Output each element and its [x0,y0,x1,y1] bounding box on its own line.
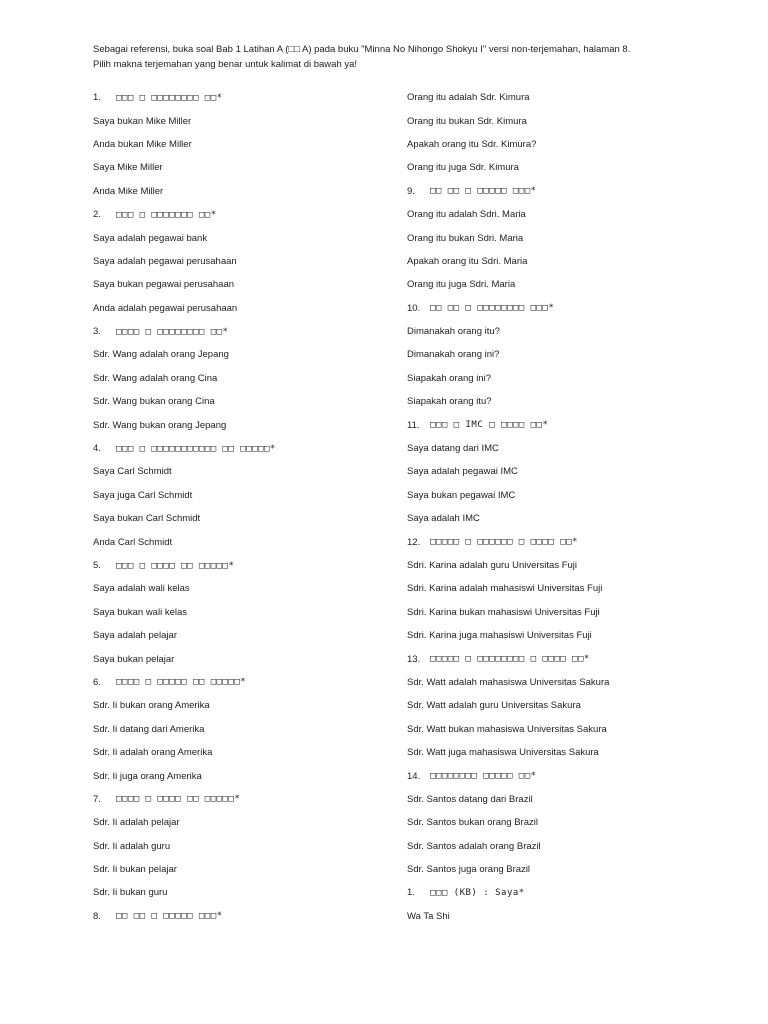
answer-option-label: Saya Mike Miller [93,162,163,174]
answer-option[interactable] [93,297,393,320]
answer-option[interactable] [93,577,393,600]
answer-option[interactable] [407,694,727,717]
answer-option[interactable] [93,741,393,764]
answer-option-label: Saya adalah pegawai bank [93,232,208,244]
answer-option[interactable] [407,273,727,296]
answer-option-label: Orang itu bukan Sdri. Maria [407,232,524,244]
answer-option[interactable] [93,835,393,858]
answer-option-label: Sdr. Wang adalah orang Jepang [93,349,229,361]
answer-option[interactable] [407,577,727,600]
answer-option-label: Saya adalah pegawai perusahaan [93,255,237,267]
answer-option-label: Saya datang dari IMC [407,443,499,455]
answer-option-label: Sdri. Karina adalah guru Universitas Fuji [407,560,578,571]
answer-option-label: Apakah orang itu Sdr. Kimura? [407,138,537,150]
question-row [407,647,727,670]
answer-option[interactable] [93,343,393,366]
question-number: 14. [407,770,421,782]
answer-option-label: Saya adalah pelajar [93,630,177,642]
question-number: 2. [93,209,101,221]
question-text: □□□ □ IMC □ □□□□ □□* [430,420,549,431]
answer-option[interactable] [407,811,727,834]
intro-text [93,42,713,72]
question-number: 7. [93,793,101,805]
answer-option-label: Saya bukan pegawai perusahaan [93,279,235,291]
answer-option-label: Sdr. Ii adalah pelajar [93,817,180,829]
answer-option-label: Wa Ta Shi [407,910,450,922]
question-row [93,554,393,577]
answer-option-label: Saya adalah IMC [407,513,480,525]
question-text: □□□□□ □ □□□□□□□□ □ □□□□ □□* [430,654,590,665]
answer-option[interactable] [93,460,393,483]
answer-option-label: Anda adalah pegawai perusahaan [93,302,238,314]
answer-option-label: Sdr. Ii bukan pelajar [93,864,177,876]
question-text: □□□ (KB) : Saya* [430,887,525,898]
question-number: 8. [93,910,101,922]
answer-option[interactable] [407,226,727,249]
answer-option-label: Dimanakah orang ini? [407,349,500,361]
answer-option-label: Apakah orang itu Sdri. Maria [407,255,528,267]
question-row [93,905,393,928]
left-column [93,86,393,928]
right-column [407,86,727,928]
answer-option-label: Sdr. Watt adalah mahasiswa Universitas Sakura [407,676,610,688]
answer-option-label: Saya bukan pelajar [93,653,175,665]
answer-option-label: Sdr. Watt juga mahasiswa Universitas Sakura [407,747,599,759]
question-row [407,180,727,203]
answer-option-label: Sdr. Wang bukan orang Jepang [93,419,227,431]
answer-option-label: Saya bukan Mike Miller [93,115,192,127]
question-text: □□□ □ □□□□ □□ □□□□□* [116,560,235,571]
answer-option-label: Sdr. Watt bukan mahasiswa Universitas Sakura [407,723,607,735]
intro-line-2: Pilih makna terjemahan yang benar untuk kalimat di bawah ya! [93,59,358,70]
answer-option[interactable] [407,671,727,694]
answer-option-label: Saya bukan wali kelas [93,606,187,618]
question-text: □□□□ □ □□□□□□□□ □□* [116,326,229,337]
question-text: □□ □□ □ □□□□□ □□□* [430,186,537,197]
answer-option-label: Dimanakah orang itu? [407,326,500,338]
question-number: 1. [93,92,101,104]
question-text: □□□□□□□□ □□□□□ □□* [430,771,537,782]
answer-option[interactable] [407,858,727,881]
answer-option[interactable] [407,788,727,811]
answer-option[interactable] [407,203,727,226]
answer-option[interactable] [93,530,393,553]
answer-option[interactable] [93,718,393,741]
answer-option-label: Sdr. Ii adalah orang Amerika [93,747,213,759]
question-row [93,86,393,109]
question-row [407,881,727,904]
question-number: 11. [407,419,420,431]
question-number: 6. [93,676,101,688]
question-text: □□□□ □ □□□□ □□ □□□□□* [116,794,241,805]
answer-option-label: Orang itu juga Sdri. Maria [407,279,516,291]
answer-option-label: Sdr. Watt adalah guru Universitas Sakura [407,700,581,712]
answer-option[interactable] [93,250,393,273]
answer-option[interactable] [93,273,393,296]
answer-option-label: Sdr. Santos bukan orang Brazil [407,817,538,829]
question-row [93,788,393,811]
answer-option[interactable] [93,858,393,881]
question-text: □□□□□ □ □□□□□□ □ □□□□ □□* [430,537,578,548]
answer-option-label: Saya adalah pegawai IMC [407,466,518,478]
answer-option[interactable] [407,250,727,273]
answer-option[interactable] [93,624,393,647]
answer-option-label: Sdr. Ii adalah guru [93,840,171,852]
answer-option-label: Sdr. Santos datang dari Brazil [407,793,533,805]
answer-option[interactable] [93,109,393,132]
question-row [93,437,393,460]
answer-option[interactable] [93,811,393,834]
question-text: □□ □□ □ □□□□□□□□ □□□* [430,303,555,314]
answer-option[interactable] [93,601,393,624]
question-number: 3. [93,326,101,338]
intro-line-1: Sebagai referensi, buka soal Bab 1 Latihan A (□□ A) pada buku "Minna No Nihongo Shokyu I" versi non-terjemahan, halaman 8. [93,44,631,55]
question-number: 1. [407,887,415,899]
question-row [93,320,393,343]
answer-option-label: Saya Carl Schmidt [93,466,172,478]
question-row [407,764,727,787]
answer-option-label: Sdr. Ii juga orang Amerika [93,770,202,782]
answer-option[interactable] [407,320,727,343]
question-row [93,671,393,694]
answer-option[interactable] [93,881,393,904]
answer-option-label: Saya adalah wali kelas [93,583,190,595]
answer-option[interactable] [93,484,393,507]
answer-option[interactable] [407,741,727,764]
answer-option-label: Sdr. Ii datang dari Amerika [93,723,205,735]
answer-option-label: Sdr. Santos adalah orang Brazil [407,840,541,852]
answer-option[interactable] [93,133,393,156]
answer-option-label: Anda Mike Miller [93,185,164,197]
answer-option-label: Saya bukan pegawai IMC [407,489,516,501]
answer-option-label: Sdr. Wang adalah orang Cina [93,372,218,384]
answer-option[interactable] [93,180,393,203]
question-text: □□□ □ □□□□□□□□□□□ □□ □□□□□* [116,443,276,454]
answer-option[interactable] [93,226,393,249]
answer-option[interactable] [407,507,727,530]
answer-option[interactable] [407,133,727,156]
question-number: 9. [407,185,415,197]
answer-option-label: Orang itu adalah Sdri. Maria [407,209,526,221]
answer-option[interactable] [407,437,727,460]
answer-option-label: Orang itu bukan Sdr. Kimura [407,115,527,127]
question-text: □□ □□ □ □□□□□ □□□* [116,911,223,922]
question-text: □□□□ □ □□□□□ □□ □□□□□* [116,677,247,688]
answer-option-label: Anda Carl Schmidt [93,536,173,548]
answer-option-label: Siapakah orang ini? [407,372,491,384]
answer-option-label: Orang itu adalah Sdr. Kimura [407,92,530,104]
answer-option[interactable] [407,390,727,413]
answer-option-label: Sdri. Karina bukan mahasiswi Universitas Fuji [407,606,600,618]
answer-option[interactable] [407,460,727,483]
question-row [93,203,393,226]
answer-option[interactable] [407,343,727,366]
answer-option-label: Siapakah orang itu? [407,396,492,408]
answer-option-label: Sdr. Wang bukan orang Cina [93,396,215,408]
answer-option-label: Orang itu juga Sdr. Kimura [407,162,519,174]
answer-option[interactable] [407,109,727,132]
question-number: 12. [407,536,421,548]
question-text: □□□ □ □□□□□□□□ □□* [116,92,223,103]
question-number: 5. [93,560,101,571]
answer-option[interactable] [407,624,727,647]
answer-option[interactable] [407,601,727,624]
question-number: 4. [93,443,101,455]
answer-option[interactable] [93,390,393,413]
answer-option[interactable] [93,413,393,436]
answer-option[interactable] [93,694,393,717]
answer-option-label: Anda bukan Mike Miller [93,138,192,150]
question-row [407,530,727,553]
answer-option-label: Sdr. Santos juga orang Brazil [407,864,531,876]
answer-option-label: Sdr. Ii bukan orang Amerika [93,700,210,712]
answer-option[interactable] [93,647,393,670]
answer-option[interactable] [93,764,393,787]
answer-option[interactable] [407,86,727,109]
answer-option-label: Sdri. Karina juga mahasiswi Universitas Fuji [407,630,592,642]
answer-option[interactable] [407,484,727,507]
answer-option-label: Saya bukan Carl Schmidt [93,513,201,525]
answer-option-label: Sdri. Karina adalah mahasiswi Universitas Fuji [407,583,603,595]
question-number: 13. [407,653,421,665]
answer-option[interactable] [407,554,727,577]
answer-option[interactable] [93,156,393,179]
question-text: □□□ □ □□□□□□□ □□* [116,209,217,220]
answer-option-label: Sdr. Ii bukan guru [93,887,168,899]
answer-option[interactable] [407,718,727,741]
question-row [407,413,727,436]
answer-option[interactable] [93,367,393,390]
answer-option-label: Saya juga Carl Schmidt [93,489,193,501]
question-row [407,297,727,320]
answer-option[interactable] [407,835,727,858]
answer-option[interactable] [407,367,727,390]
question-number: 10. [407,302,421,314]
answer-option[interactable] [407,905,727,928]
answer-option[interactable] [93,507,393,530]
answer-option[interactable] [407,156,727,179]
